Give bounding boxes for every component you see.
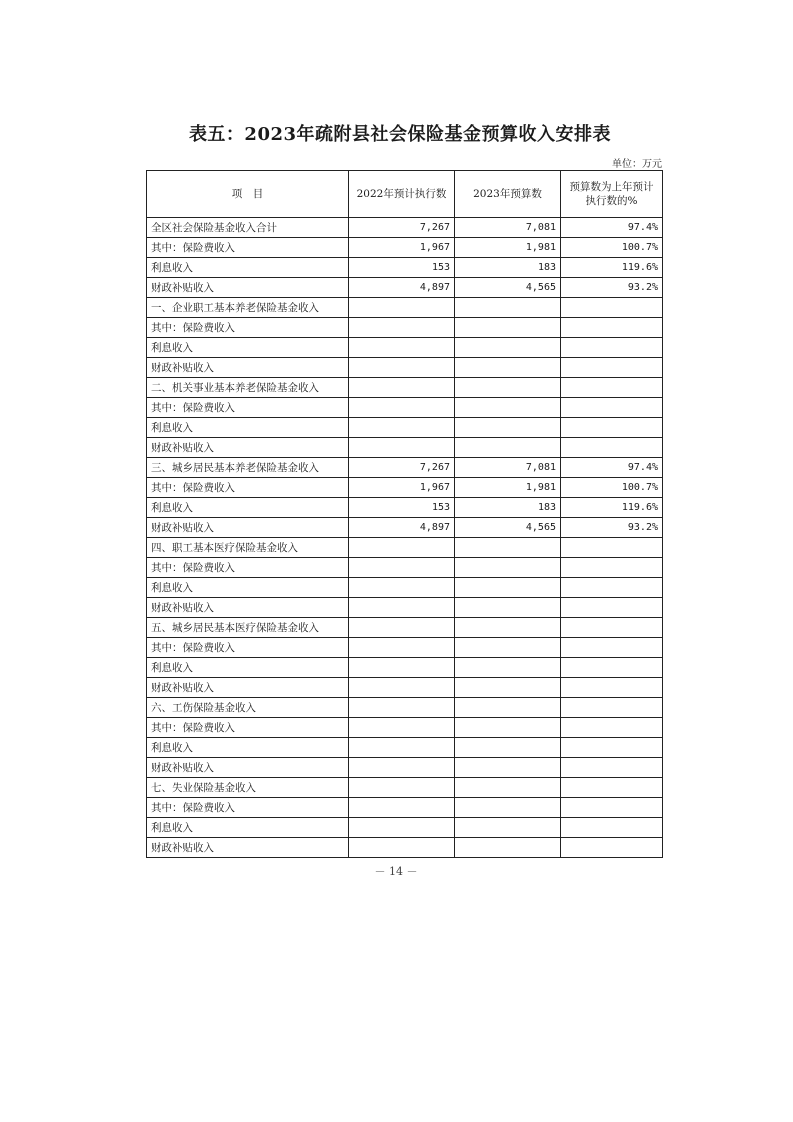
cell-2023-budget <box>455 358 561 378</box>
cell-2023-budget <box>455 318 561 338</box>
cell-2023-budget: 183 <box>455 498 561 518</box>
cell-2022-estimate <box>349 678 455 698</box>
table-row <box>147 318 663 338</box>
row-label: 利息收入 <box>147 418 349 438</box>
row-label: 财政补贴收入 <box>147 278 349 298</box>
cell-percent <box>561 538 663 558</box>
cell-percent <box>561 778 663 798</box>
cell-2023-budget: 7,081 <box>455 458 561 478</box>
cell-2023-budget: 4,565 <box>455 278 561 298</box>
cell-percent: 100.7% <box>561 238 663 258</box>
cell-percent <box>561 398 663 418</box>
row-label: 其中：保险费收入 <box>147 638 349 658</box>
cell-2023-budget <box>455 398 561 418</box>
row-label: 其中：保险费收入 <box>147 398 349 418</box>
cell-2023-budget: 4,565 <box>455 518 561 538</box>
row-label: 其中：保险费收入 <box>147 318 349 338</box>
cell-percent: 97.4% <box>561 458 663 478</box>
cell-2022-estimate: 1,967 <box>349 238 455 258</box>
table-header-row <box>147 171 663 218</box>
row-label: 六、工伤保险基金收入 <box>147 698 349 718</box>
cell-percent: 93.2% <box>561 278 663 298</box>
cell-2023-budget <box>455 738 561 758</box>
row-label: 财政补贴收入 <box>147 598 349 618</box>
row-label: 其中：保险费收入 <box>147 478 349 498</box>
cell-2023-budget <box>455 578 561 598</box>
cell-2022-estimate <box>349 698 455 718</box>
cell-2022-estimate <box>349 398 455 418</box>
cell-2022-estimate <box>349 538 455 558</box>
table-row <box>147 538 663 558</box>
page-number: － 14 － <box>374 865 418 878</box>
table-row <box>147 778 663 798</box>
cell-percent <box>561 318 663 338</box>
cell-percent: 93.2% <box>561 518 663 538</box>
header-percent: 预算数为上年预计执行数的% <box>561 171 663 218</box>
table-row <box>147 698 663 718</box>
table-row <box>147 558 663 578</box>
row-label: 财政补贴收入 <box>147 678 349 698</box>
table-row <box>147 498 663 518</box>
cell-2022-estimate: 1,967 <box>349 478 455 498</box>
table-row <box>147 398 663 418</box>
table-row <box>147 218 663 238</box>
cell-2023-budget: 1,981 <box>455 238 561 258</box>
table-row <box>147 378 663 398</box>
cell-2023-budget <box>455 718 561 738</box>
cell-2023-budget <box>455 658 561 678</box>
cell-2022-estimate <box>349 758 455 778</box>
table-row <box>147 238 663 258</box>
cell-percent <box>561 418 663 438</box>
cell-percent <box>561 438 663 458</box>
cell-percent <box>561 338 663 358</box>
cell-2023-budget: 7,081 <box>455 218 561 238</box>
table-row <box>147 438 663 458</box>
cell-2022-estimate <box>349 658 455 678</box>
cell-percent <box>561 818 663 838</box>
cell-2022-estimate <box>349 598 455 618</box>
table-row <box>147 638 663 658</box>
cell-2022-estimate: 153 <box>349 498 455 518</box>
row-label: 二、机关事业基本养老保险基金收入 <box>147 378 349 398</box>
table-row <box>147 298 663 318</box>
cell-2022-estimate: 7,267 <box>349 218 455 238</box>
row-label: 利息收入 <box>147 818 349 838</box>
cell-2023-budget <box>455 618 561 638</box>
table-row <box>147 518 663 538</box>
cell-2022-estimate <box>349 718 455 738</box>
row-label: 三、城乡居民基本养老保险基金收入 <box>147 458 349 478</box>
cell-2022-estimate <box>349 798 455 818</box>
cell-2023-budget <box>455 838 561 858</box>
row-label: 财政补贴收入 <box>147 438 349 458</box>
table-row <box>147 578 663 598</box>
cell-2023-budget <box>455 378 561 398</box>
cell-2022-estimate <box>349 358 455 378</box>
row-label: 五、城乡居民基本医疗保险基金收入 <box>147 618 349 638</box>
cell-2022-estimate <box>349 778 455 798</box>
cell-percent <box>561 618 663 638</box>
cell-2023-budget <box>455 678 561 698</box>
table-row <box>147 278 663 298</box>
row-label: 一、企业职工基本养老保险基金收入 <box>147 298 349 318</box>
cell-2022-estimate <box>349 838 455 858</box>
row-label: 四、职工基本医疗保险基金收入 <box>147 538 349 558</box>
table-row <box>147 818 663 838</box>
table-row <box>147 838 663 858</box>
cell-percent <box>561 658 663 678</box>
cell-2023-budget: 183 <box>455 258 561 278</box>
cell-2023-budget <box>455 818 561 838</box>
row-label: 财政补贴收入 <box>147 758 349 778</box>
cell-percent <box>561 578 663 598</box>
cell-2023-budget <box>455 778 561 798</box>
cell-2022-estimate <box>349 298 455 318</box>
cell-2022-estimate <box>349 618 455 638</box>
cell-2022-estimate <box>349 438 455 458</box>
table-row <box>147 658 663 678</box>
cell-2023-budget <box>455 298 561 318</box>
row-label: 其中：保险费收入 <box>147 238 349 258</box>
cell-2022-estimate <box>349 338 455 358</box>
cell-2022-estimate <box>349 818 455 838</box>
cell-2022-estimate: 153 <box>349 258 455 278</box>
cell-percent <box>561 358 663 378</box>
cell-2023-budget <box>455 558 561 578</box>
cell-2022-estimate <box>349 738 455 758</box>
cell-percent: 97.4% <box>561 218 663 238</box>
table-body <box>147 218 663 858</box>
cell-percent <box>561 298 663 318</box>
cell-2022-estimate <box>349 318 455 338</box>
cell-2022-estimate <box>349 638 455 658</box>
table-row <box>147 798 663 818</box>
cell-percent <box>561 718 663 738</box>
row-label: 七、失业保险基金收入 <box>147 778 349 798</box>
table-row <box>147 338 663 358</box>
table-row <box>147 418 663 438</box>
cell-2023-budget <box>455 758 561 778</box>
row-label: 财政补贴收入 <box>147 518 349 538</box>
cell-2023-budget <box>455 638 561 658</box>
cell-2023-budget: 1,981 <box>455 478 561 498</box>
row-label: 利息收入 <box>147 578 349 598</box>
cell-2023-budget <box>455 438 561 458</box>
unit-label: 单位：万元 <box>612 159 662 170</box>
cell-2023-budget <box>455 598 561 618</box>
cell-2022-estimate <box>349 378 455 398</box>
row-label: 全区社会保险基金收入合计 <box>147 218 349 238</box>
row-label: 利息收入 <box>147 658 349 678</box>
cell-2023-budget <box>455 798 561 818</box>
cell-2023-budget <box>455 538 561 558</box>
table-row <box>147 258 663 278</box>
header-2023-budget: 2023年预算数 <box>455 171 561 218</box>
cell-2023-budget <box>455 338 561 358</box>
row-label: 利息收入 <box>147 738 349 758</box>
cell-percent <box>561 698 663 718</box>
cell-percent <box>561 758 663 778</box>
cell-percent <box>561 798 663 818</box>
cell-percent: 119.6% <box>561 258 663 278</box>
header-item: 项 目 <box>147 171 349 218</box>
table-row <box>147 738 663 758</box>
header-2022-estimate: 2022年预计执行数 <box>349 171 455 218</box>
row-label: 其中：保险费收入 <box>147 718 349 738</box>
cell-2022-estimate <box>349 418 455 438</box>
row-label: 财政补贴收入 <box>147 358 349 378</box>
cell-percent: 100.7% <box>561 478 663 498</box>
cell-2022-estimate <box>349 558 455 578</box>
cell-percent <box>561 558 663 578</box>
table-row <box>147 758 663 778</box>
cell-2023-budget <box>455 418 561 438</box>
table-row <box>147 358 663 378</box>
budget-table <box>146 170 663 858</box>
cell-percent <box>561 378 663 398</box>
row-label: 其中：保险费收入 <box>147 798 349 818</box>
cell-percent <box>561 838 663 858</box>
cell-2022-estimate: 4,897 <box>349 278 455 298</box>
table-row <box>147 718 663 738</box>
row-label: 其中：保险费收入 <box>147 558 349 578</box>
cell-percent <box>561 598 663 618</box>
table-row <box>147 678 663 698</box>
row-label: 利息收入 <box>147 258 349 278</box>
table-row <box>147 618 663 638</box>
cell-2022-estimate: 7,267 <box>349 458 455 478</box>
row-label: 利息收入 <box>147 338 349 358</box>
cell-percent <box>561 678 663 698</box>
page-title: 表五：2023年疏附县社会保险基金预算收入安排表 <box>188 124 612 145</box>
row-label: 财政补贴收入 <box>147 838 349 858</box>
cell-percent <box>561 738 663 758</box>
table-row <box>147 458 663 478</box>
cell-2023-budget <box>455 698 561 718</box>
cell-2022-estimate <box>349 578 455 598</box>
table-row <box>147 598 663 618</box>
cell-2022-estimate: 4,897 <box>349 518 455 538</box>
table-row <box>147 478 663 498</box>
row-label: 利息收入 <box>147 498 349 518</box>
cell-percent <box>561 638 663 658</box>
cell-percent: 119.6% <box>561 498 663 518</box>
